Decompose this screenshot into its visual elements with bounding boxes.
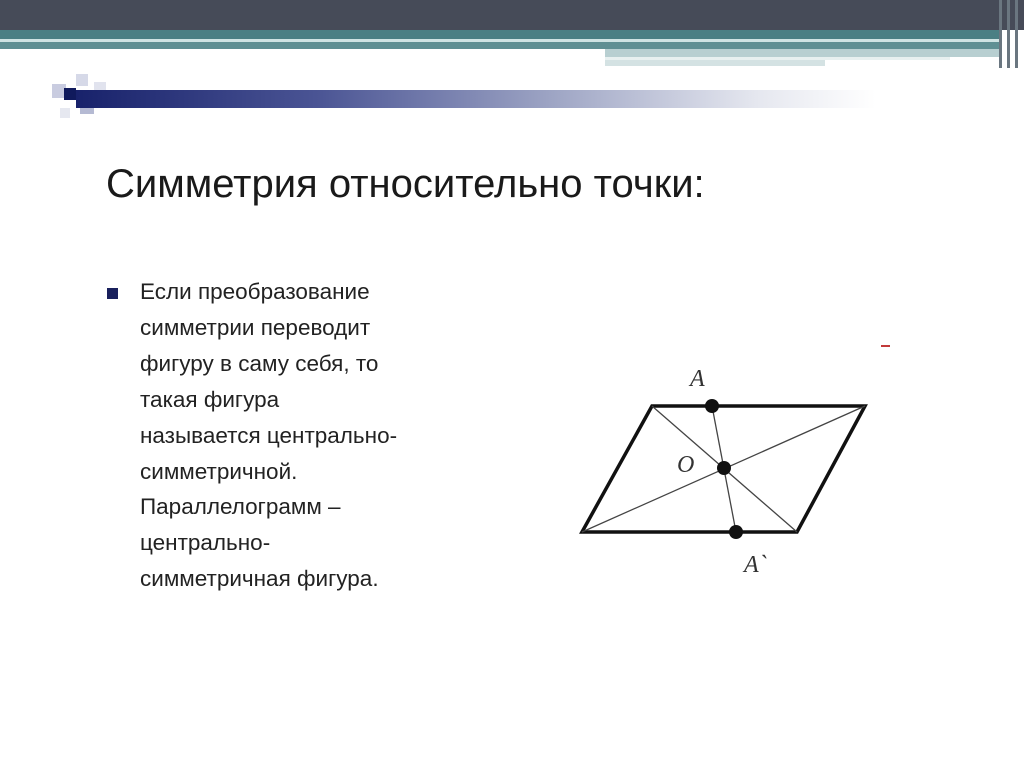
point-a: [705, 399, 719, 413]
bullet-square-icon: [107, 288, 118, 299]
title-accent-bar: [76, 90, 876, 108]
bullet-line: Если преобразование: [140, 279, 370, 304]
label-a-prime: A`: [744, 552, 767, 578]
bullet-line: симметричная фигура.: [140, 566, 379, 592]
header-teal-strip: [0, 30, 1000, 39]
bullet-text: [140, 274, 485, 597]
parallelogram-diagram: [560, 320, 900, 590]
bullet-line: фигуру в саму себя, то: [140, 350, 379, 376]
point-a-prime: [729, 525, 743, 539]
bullet-line: центрально-: [140, 530, 271, 556]
bullet-line: называется центрально-: [140, 422, 398, 448]
slide-title: Симметрия относительно точки:: [106, 162, 705, 206]
header-light-strip: [605, 49, 1000, 57]
header-edge-lines: [995, 0, 1024, 68]
header-light-strip-short: [605, 60, 825, 66]
label-o: O: [677, 452, 695, 478]
bullet-line: Параллелограмм –: [140, 494, 341, 520]
header-dark-strip: [0, 0, 1024, 30]
label-a: A: [690, 366, 705, 392]
bullet-line: симметричной.: [140, 458, 298, 484]
bullet-line: симметрии переводит: [140, 314, 371, 340]
header-teal-strip-lower: [0, 42, 1000, 49]
point-o: [717, 461, 731, 475]
bullet-line: такая фигура: [140, 386, 280, 412]
